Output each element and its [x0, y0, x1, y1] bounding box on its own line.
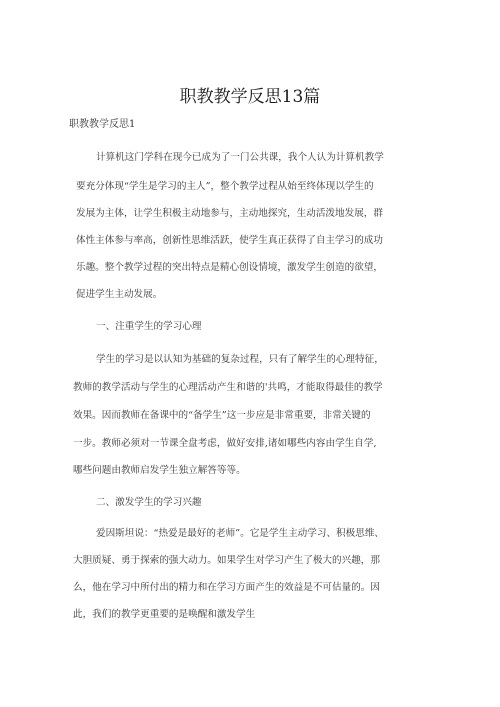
section-title: 职教教学反思1	[69, 119, 136, 130]
heading-learning-interest: 二、激发学生的学习兴趣	[96, 497, 202, 508]
paragraph-2-line-1: 学生的学习是以认知为基础的复杂过程，只有了解学生的心理特征，	[96, 354, 384, 365]
paragraph-1-line-1: 计算机这门学科在现今已成为了一门公共课，我个人认为计算机教学	[96, 152, 384, 163]
paragraph-2-line-4: 一步。教师必须对一节课全盘考虑，做好安排,诸如哪些内容由学生自学,	[73, 438, 377, 449]
paragraph-3-line-4: 此，我们的教学更重要的是唤醒和激发学生	[73, 609, 256, 620]
paragraph-2-line-3: 效果。因而教师在备课中的“备学生”这一步应是非常重要，非常关键的	[73, 410, 371, 421]
paragraph-3-line-2: 大胆质疑、勇于探索的强大动力。如果学生对学习产生了极大的兴趣，那	[73, 555, 380, 566]
paragraph-2-line-2: 教师的教学活动与学生的心理活动产生和谐的'共鸣，才能取得最佳的教学	[73, 382, 383, 393]
paragraph-1-line-6: 促进学生主动发展。	[76, 289, 163, 300]
paragraph-1-line-3: 发展为主体，让学生积极主动地参与，主动地探究，生动活泼地发展，群	[76, 208, 383, 219]
paragraph-1-line-2: 要充分体现“学生是学习的主人”，整个教学过程从始至终体现以学生的	[76, 181, 374, 192]
paragraph-2-line-5: 哪些问题由教师启发学生独立解答等等。	[73, 465, 246, 476]
document-title: 职教教学反思13篇	[179, 87, 321, 107]
paragraph-3-line-1: 爱因斯坦说：“热爱是最好的老师”。它是学生主动学习、积极思维、	[96, 528, 385, 539]
paragraph-1-line-5: 乐趣。整个教学过程的突出特点是精心创设情境，激发学生创造的欲望，	[76, 262, 383, 273]
heading-learning-psychology: 一、注重学生的学习心理	[96, 321, 202, 332]
paragraph-1-line-4: 体性主体参与率高，创新性思维活跃，使学生真正获得了自主学习的成功	[76, 235, 383, 246]
paragraph-3-line-3: 么，他在学习中所付出的精力和在学习方面产生的效益是不可估量的。因	[73, 582, 380, 593]
